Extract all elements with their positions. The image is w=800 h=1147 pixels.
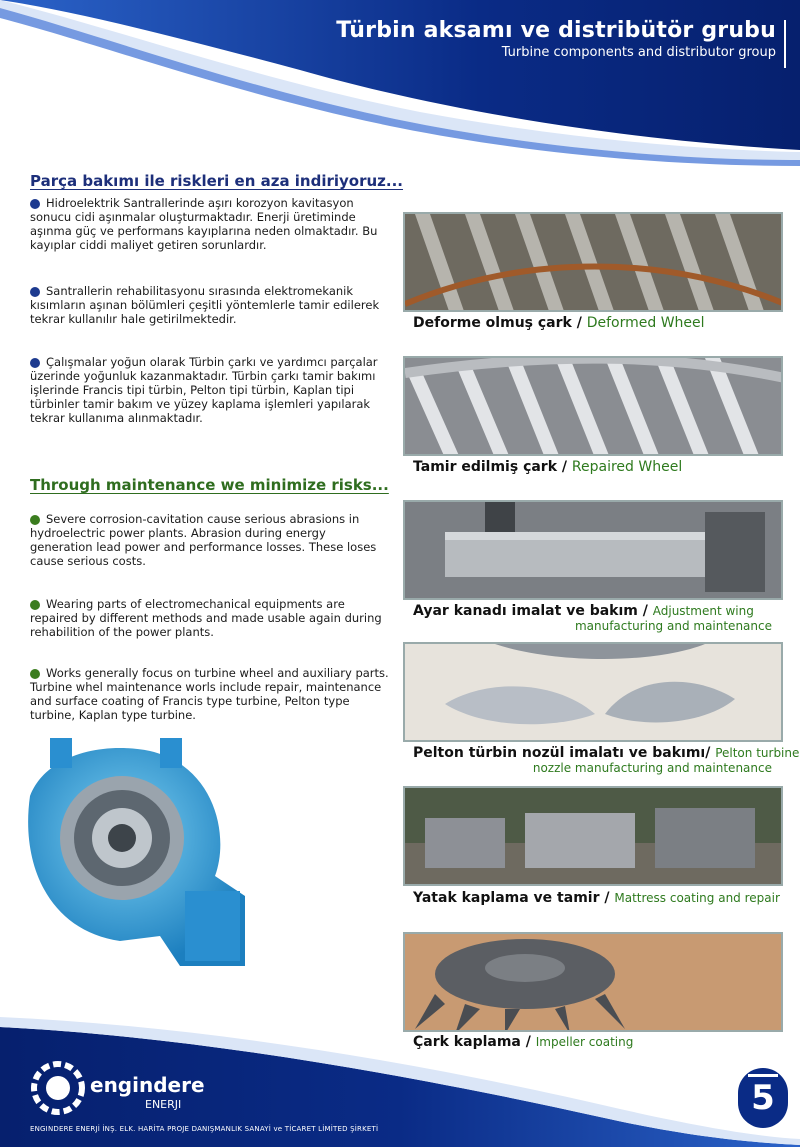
bullet-icon (30, 669, 40, 679)
photo-pelton-nozzle (403, 642, 783, 742)
caption-tr: Yatak kaplama ve tamir (413, 890, 600, 906)
paragraph-en-2 (30, 597, 390, 639)
photo-deformed-wheel (403, 212, 783, 312)
header-banner (0, 0, 800, 170)
caption-deformed-wheel (413, 315, 705, 331)
photo-mattress-coating (403, 786, 783, 886)
caption-tr: Pelton türbin nozül imalatı ve bakımı/ (413, 745, 711, 761)
caption-separator: / (525, 1034, 531, 1050)
section-heading-en: Through maintenance we minimize risks... (30, 476, 389, 494)
bullet-icon (30, 287, 40, 297)
paragraph-text: Çalışmalar yoğun olarak Türbin çarkı ve yardımcı parçalar üzerinde yoğunluk kazanmaktadır. Türbin çarkı tamir bakımı işlerinde Francis tipi türbin, Pelton tipi türbin, Kaplan tipi türbinler tamir bakım ve yüzey kaplama işlemleri yapılarak tekrar kullanıma alınmaktadır. (30, 355, 378, 425)
page-number-line (748, 1074, 778, 1077)
paragraph-tr-2 (30, 284, 390, 326)
caption-tr: Ayar kanadı imalat ve bakım (413, 603, 638, 619)
company-logo (30, 1060, 210, 1120)
page-subtitle: Turbine components and distributor group (501, 45, 776, 60)
caption-repaired-wheel (413, 459, 682, 475)
paragraph-tr-3 (30, 355, 390, 425)
caption-pelton-nozzle (413, 745, 799, 761)
logo-subtitle: ENERJI (145, 1098, 182, 1111)
bullet-icon (30, 358, 40, 368)
paragraph-text: Works generally focus on turbine wheel and auxiliary parts. Turbine whel maintenance worls include repair, maintenance and surface coating of Francis type turbine, Pelton type turbine, Kaplan type turbine. (30, 666, 389, 722)
caption-separator: / (576, 315, 582, 331)
paragraph-text: Severe corrosion-cavitation cause serious abrasions in hydroelectric power plants. Abrasion during energy generation lead power and performance losses. These loses cause serious costs. (30, 512, 377, 568)
photo-repaired-wheel (403, 356, 783, 456)
page-title-block (336, 18, 776, 60)
caption-en: Impeller coating (535, 1035, 634, 1049)
caption-mattress-coating (413, 890, 780, 906)
page-number-badge (738, 1068, 788, 1128)
caption-separator: / (561, 459, 568, 475)
caption-en: Mattress coating and repair (614, 891, 780, 905)
paragraph-text: Hidroelektrik Santrallerinde aşırı korozyon kavitasyon sonucu cidi aşınmalar oluşturmaktadır. Enerji üretiminde aşınma güç ve performans kayıplarına neden olmaktadır. Bu kayıplar ciddi maliyet getiren sorunlardır. (30, 196, 378, 252)
paragraph-text: Santrallerin rehabilitasyonu sırasında elektromekanik kısımların aşınan bölümleri çeşitli yöntemlerle tamir edilerek tekrar kullanılır hale getirilmektedir. (30, 284, 380, 326)
caption-separator: / (642, 603, 648, 619)
page-title: Türbin aksamı ve distribütör grubu (336, 18, 776, 43)
paragraph-en-3 (30, 666, 390, 722)
section-heading-tr: Parça bakımı ile riskleri en aza indiriyoruz... (30, 172, 404, 190)
bullet-icon (30, 199, 40, 209)
caption-tr: Deforme olmuş çark (413, 315, 572, 331)
caption-en-line1: Adjustment wing (652, 604, 754, 618)
bullet-icon (30, 600, 40, 610)
page-number: 5 (751, 1078, 775, 1118)
caption-en: Repaired Wheel (571, 459, 683, 475)
paragraph-tr-1 (30, 196, 390, 252)
company-name: ENGINDERE ENERJİ İNŞ. ELK. HARİTA PROJE DANIŞMANLIK SANAYİ ve TİCARET LİMİTED ŞİRKETİ (30, 1125, 379, 1133)
caption-pelton-nozzle-line2: nozzle manufacturing and maintenance (532, 761, 772, 775)
turbine-illustration (10, 726, 260, 976)
caption-tr: Tamir edilmiş çark (413, 459, 558, 475)
paragraph-en-1 (30, 512, 390, 568)
caption-separator: / (604, 890, 610, 906)
paragraph-text: Wearing parts of electromechanical equipments are repaired by different methods and made usable again during rehabilition of the power plants. (30, 597, 382, 639)
photo-adjustment-wing (403, 500, 783, 600)
caption-tr: Çark kaplama (413, 1034, 521, 1050)
caption-en: Deformed Wheel (586, 315, 705, 331)
caption-en-line1: Pelton turbine (715, 746, 800, 760)
logo-wordmark: engindere (90, 1073, 205, 1097)
title-divider (784, 20, 786, 68)
caption-adjustment-wing (413, 603, 754, 619)
caption-adjustment-wing-line2: manufacturing and maintenance (574, 619, 772, 633)
bullet-icon (30, 515, 40, 525)
